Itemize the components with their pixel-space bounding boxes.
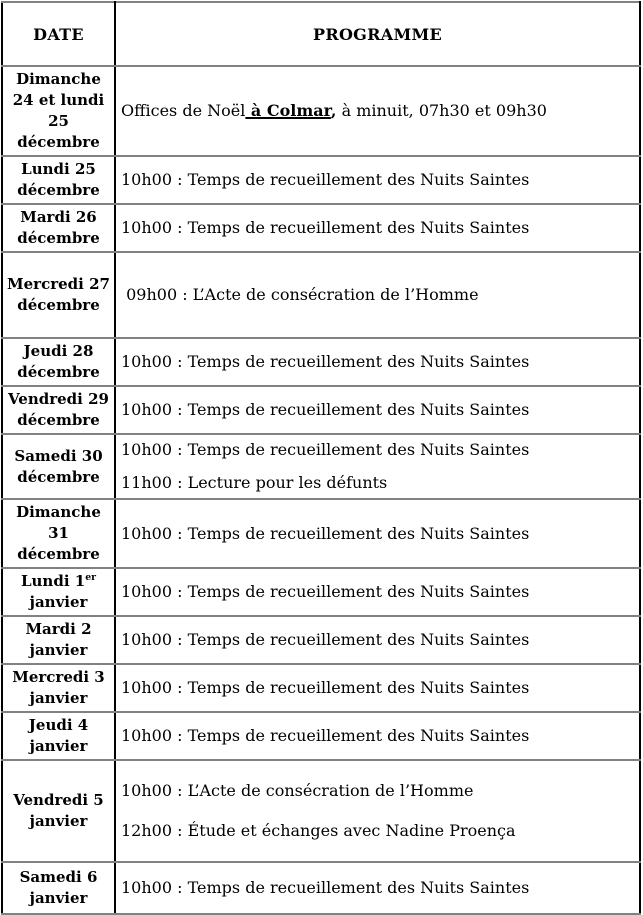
text-segment: 10h00 : Temps de recueillement des Nuits Saintes [121,630,530,649]
date-line [7,715,110,736]
table-row [2,568,640,616]
date-line [7,341,110,362]
programme-paragraph [121,101,635,121]
date-cell [2,760,115,862]
text-segment: janvier [29,641,88,659]
programme-cell [115,862,640,914]
schedule-table-body [2,66,640,914]
text-segment: décembre [17,363,100,381]
table-row [2,252,640,338]
table-row [2,338,640,386]
text-segment: 10h00 : Temps de recueillement des Nuits Saintes [121,582,530,601]
programme-paragraph [121,352,635,372]
date-line [7,667,110,688]
table-row [2,664,640,712]
text-segment: Samedi 6 [19,868,98,886]
date-line [7,736,110,757]
text-segment: décembre [17,411,100,429]
programme-paragraph [121,524,635,544]
date-cell [2,568,115,616]
programme-cell [115,66,640,156]
date-cell [2,712,115,760]
text-segment: janvier [29,593,88,611]
date-line [7,523,110,544]
date-cell [2,664,115,712]
date-line [7,274,110,295]
text-segment: 10h00 : Temps de recueillement des Nuits Saintes [121,678,530,697]
text-segment: janvier [29,812,88,830]
date-line [7,207,110,228]
text-segment: décembre [17,133,100,151]
programme-cell [115,338,640,386]
text-segment: Lundi 1 [20,572,86,590]
date-line [7,811,110,832]
text-segment: 10h00 : Temps de recueillement des Nuits Saintes [121,400,530,419]
header-row [2,2,640,66]
programme-paragraph [121,678,635,698]
table-row [2,616,640,664]
text-segment: janvier [29,889,88,907]
programme-paragraph [121,781,635,801]
ordinal-superscript: er [85,572,97,583]
date-cell [2,434,115,499]
programme-cell [115,434,640,499]
date-line [7,867,110,888]
date-line [7,619,110,640]
text-segment: 12h00 : Étude et échanges avec Nadine Proença [121,821,516,840]
text-segment: 10h00 : Temps de recueillement des Nuits Saintes [121,440,530,459]
programme-paragraph [121,726,635,746]
table-row [2,760,640,862]
programme-cell [115,568,640,616]
date-line [7,502,110,523]
programme-paragraph [121,821,635,841]
text-segment: Jeudi 28 [23,342,94,360]
programme-cell [115,386,640,434]
table-row [2,66,640,156]
text-segment: Lundi 25 [21,160,96,178]
date-line [7,571,110,592]
text-segment: Dimanche [16,70,101,88]
text-segment: 11h00 : Lecture pour les défunts [121,473,388,492]
table-row [2,156,640,204]
text-segment: 10h00 : Temps de recueillement des Nuits Saintes [121,726,530,745]
table-row [2,386,640,434]
date-line [7,640,110,661]
date-cell [2,338,115,386]
date-line [7,362,110,383]
date-line [7,111,110,132]
table-row [2,499,640,568]
date-line [7,688,110,709]
table-row [2,434,640,499]
date-line [7,228,110,249]
programme-paragraph [121,170,635,190]
date-line [7,888,110,909]
text-segment: Vendredi 5 [13,791,104,809]
text-segment: décembre [17,545,100,563]
date-line [7,467,110,488]
text-segment: décembre [17,229,100,247]
programme-paragraph [121,630,635,650]
text-segment: 31 [48,524,69,542]
programme-paragraph [121,878,635,898]
date-line [7,295,110,316]
text-segment: , [330,101,337,120]
date-cell [2,616,115,664]
programme-paragraph [121,582,635,602]
date-line [7,69,110,90]
text-segment: à minuit, 07h30 et 09h30 [336,101,547,120]
text-segment: Samedi 30 [14,446,103,465]
text-segment: 10h00 : Temps de recueillement des Nuits Saintes [121,218,530,237]
text-segment: janvier [29,737,88,755]
text-segment: Mercredi 27 [7,275,110,293]
text-segment: 10h00 : L’Acte de consécration de l’Homme [121,781,474,800]
text-segment: 10h00 : Temps de recueillement des Nuits Saintes [121,352,530,371]
date-cell [2,252,115,338]
programme-paragraph [121,285,635,305]
programme-cell [115,712,640,760]
text-segment: Offices de Noël [121,101,246,120]
date-line [7,180,110,201]
programme-cell [115,156,640,204]
date-line [7,790,110,811]
text-segment: 10h00 : Temps de recueillement des Nuits Saintes [121,878,530,897]
text-segment: Dimanche [16,503,101,521]
programme-paragraph [121,218,635,238]
schedule-table [1,1,641,915]
text-segment: 25 [48,112,69,130]
text-segment: janvier [29,689,88,707]
programme-paragraph [121,400,635,420]
text-segment: 10h00 : Temps de recueillement des Nuits Saintes [121,523,530,543]
date-cell [2,204,115,252]
date-line [7,410,110,431]
table-row [2,204,640,252]
date-cell [2,862,115,914]
programme-cell [115,204,640,252]
date-line [7,159,110,180]
date-cell [2,386,115,434]
text-segment: à Colmar [245,101,331,120]
text-segment: 24 et lundi [12,91,105,109]
programme-cell [115,252,640,338]
table-row [2,862,640,914]
date-cell [2,156,115,204]
text-segment: Mardi 26 [20,208,97,226]
programme-column-header: PROGRAMME [115,2,640,66]
table-row [2,712,640,760]
programme-cell [115,760,640,862]
text-segment: Mardi 2 [25,620,92,638]
text-segment: 10h00 : Temps de recueillement des Nuits Saintes [121,170,530,189]
date-line [7,90,110,111]
text-segment: décembre [17,467,100,486]
programme-paragraph [121,473,635,493]
programme-cell [115,616,640,664]
text-segment: Vendredi 29 [8,390,109,408]
date-line [7,132,110,153]
programme-paragraph [121,440,635,460]
date-cell [2,499,115,568]
text-segment: décembre [17,181,100,199]
programme-cell [115,664,640,712]
date-line [7,592,110,613]
date-line [7,446,110,467]
text-segment: 09h00 : L’Acte de consécration de l’Homme [121,285,479,304]
programme-cell [115,499,640,568]
date-cell [2,66,115,156]
date-line [7,389,110,410]
text-segment: Mercredi 3 [12,668,105,686]
date-line [7,544,110,565]
text-segment: Jeudi 4 [28,716,89,734]
date-column-header: DATE [2,2,115,66]
text-segment: décembre [17,296,100,314]
